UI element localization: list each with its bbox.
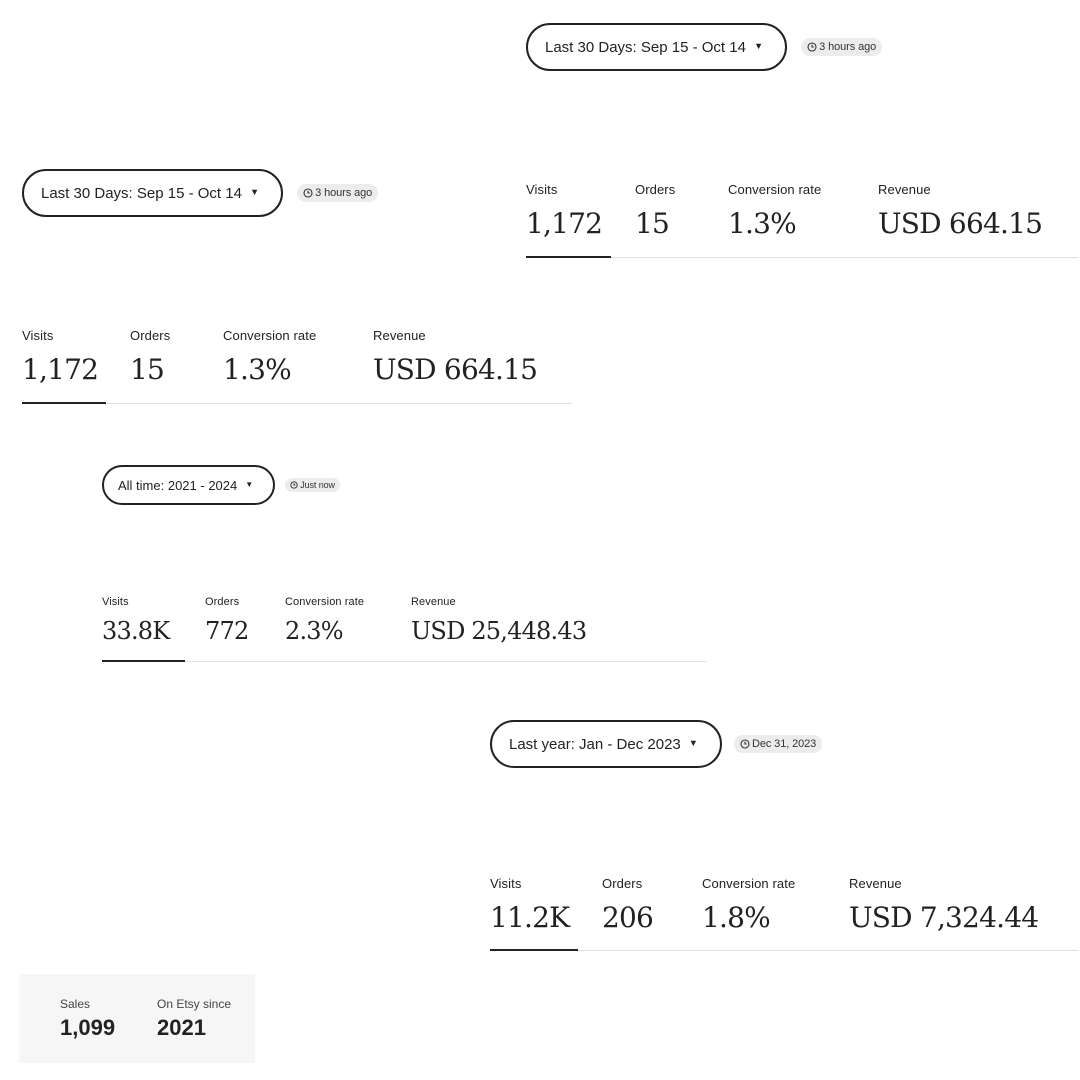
stat-conversion-rate[interactable] [728, 133, 878, 257]
stat-orders[interactable] [602, 826, 702, 950]
panel-header [22, 169, 572, 217]
stat-value: 15 [635, 207, 670, 240]
caret-down-icon: ▼ [245, 479, 254, 489]
last-updated-badge [285, 478, 340, 492]
stat-value: USD 25,448.43 [411, 617, 587, 645]
stat-label: Revenue [373, 328, 426, 343]
stat-value: 2.3% [285, 617, 343, 645]
stat-value: 1,172 [22, 353, 99, 386]
date-range-select[interactable] [526, 23, 787, 71]
stat-orders[interactable] [205, 552, 285, 661]
active-tab-underline [22, 402, 106, 404]
stat-value: 206 [602, 901, 654, 934]
stats-panel-last-30-days [22, 169, 572, 404]
caret-down-icon: ▼ [249, 187, 260, 198]
stat-conversion-rate[interactable] [223, 277, 373, 403]
stat-visits[interactable] [102, 552, 205, 661]
stat-value: 1,172 [526, 207, 603, 240]
last-updated-badge [801, 38, 882, 56]
stats-panel-last-year [490, 720, 1078, 951]
shop-since [157, 997, 231, 1063]
stat-value: 1.3% [728, 207, 796, 240]
stat-value: 11.2K [490, 901, 570, 934]
shop-info-card [19, 974, 255, 1063]
stat-label: Visits [490, 876, 522, 891]
panel-header [490, 720, 1078, 768]
caret-down-icon: ▼ [688, 738, 698, 749]
on-etsy-since-label: On Etsy since [157, 997, 232, 1011]
sales-value: 1,099 [60, 1015, 116, 1040]
stat-label: Revenue [878, 182, 931, 197]
stats-row [22, 277, 572, 404]
stat-label: Visits [102, 596, 129, 608]
last-updated-text: Just now [300, 480, 335, 490]
clock-icon [740, 739, 750, 749]
last-updated-badge [297, 184, 378, 202]
stat-conversion-rate[interactable] [702, 826, 849, 950]
date-range-label: All time: 2021 - 2024 [118, 477, 238, 493]
date-range-select[interactable] [102, 465, 275, 505]
stat-orders[interactable] [635, 133, 728, 257]
stat-value: 15 [130, 353, 165, 386]
date-range-select[interactable] [490, 720, 722, 768]
clock-icon [303, 188, 313, 198]
stat-label: Conversion rate [702, 876, 796, 891]
stat-conversion-rate[interactable] [285, 552, 411, 661]
last-updated-text: 3 hours ago [315, 187, 373, 199]
stat-label: Orders [602, 876, 643, 891]
date-range-select[interactable] [22, 169, 283, 217]
stat-label: Visits [22, 328, 54, 343]
stats-row [526, 133, 1078, 258]
stat-orders[interactable] [130, 277, 223, 403]
stat-value: 33.8K [102, 617, 170, 645]
stat-revenue[interactable] [373, 277, 537, 403]
stats-panel-last-30-days-top [526, 23, 1078, 258]
stat-value: USD 664.15 [878, 207, 1043, 240]
stat-visits[interactable] [490, 826, 602, 950]
stat-value: 772 [205, 617, 249, 645]
stat-label: Conversion rate [285, 596, 365, 608]
stat-revenue[interactable] [411, 552, 586, 661]
active-tab-underline [102, 660, 185, 662]
stats-row [102, 552, 707, 662]
stat-value: USD 7,324.44 [849, 901, 1039, 934]
clock-icon [807, 42, 817, 52]
stat-label: Conversion rate [223, 328, 317, 343]
stat-value: 1.3% [223, 353, 291, 386]
stat-label: Orders [635, 182, 676, 197]
clock-icon [290, 481, 298, 489]
panel-header [102, 465, 707, 505]
stat-visits[interactable] [22, 277, 130, 403]
stat-label: Revenue [849, 876, 902, 891]
stat-label: Orders [205, 596, 240, 608]
stat-label: Revenue [411, 596, 456, 608]
sales-label: Sales [60, 997, 91, 1011]
last-updated-badge [734, 735, 822, 753]
caret-down-icon: ▼ [753, 41, 764, 52]
panel-header [526, 23, 1078, 71]
stat-revenue[interactable] [849, 826, 1038, 950]
stat-label: Orders [130, 328, 171, 343]
shop-sales [60, 997, 157, 1063]
stat-label: Visits [526, 182, 558, 197]
stat-value: 1.8% [702, 901, 770, 934]
last-updated-text: 3 hours ago [819, 41, 877, 53]
last-updated-text: Dec 31, 2023 [751, 738, 817, 750]
stat-revenue[interactable] [878, 133, 1042, 257]
date-range-label: Last year: Jan - Dec 2023 [509, 735, 681, 753]
date-range-label: Last 30 Days: Sep 15 - Oct 14 [545, 38, 746, 56]
stat-label: Conversion rate [728, 182, 822, 197]
active-tab-underline [490, 949, 578, 951]
stat-value: USD 664.15 [373, 353, 538, 386]
date-range-label: Last 30 Days: Sep 15 - Oct 14 [41, 184, 242, 202]
stats-row [490, 826, 1078, 951]
on-etsy-since-value: 2021 [157, 1015, 206, 1040]
stats-panel-all-time [102, 465, 707, 662]
